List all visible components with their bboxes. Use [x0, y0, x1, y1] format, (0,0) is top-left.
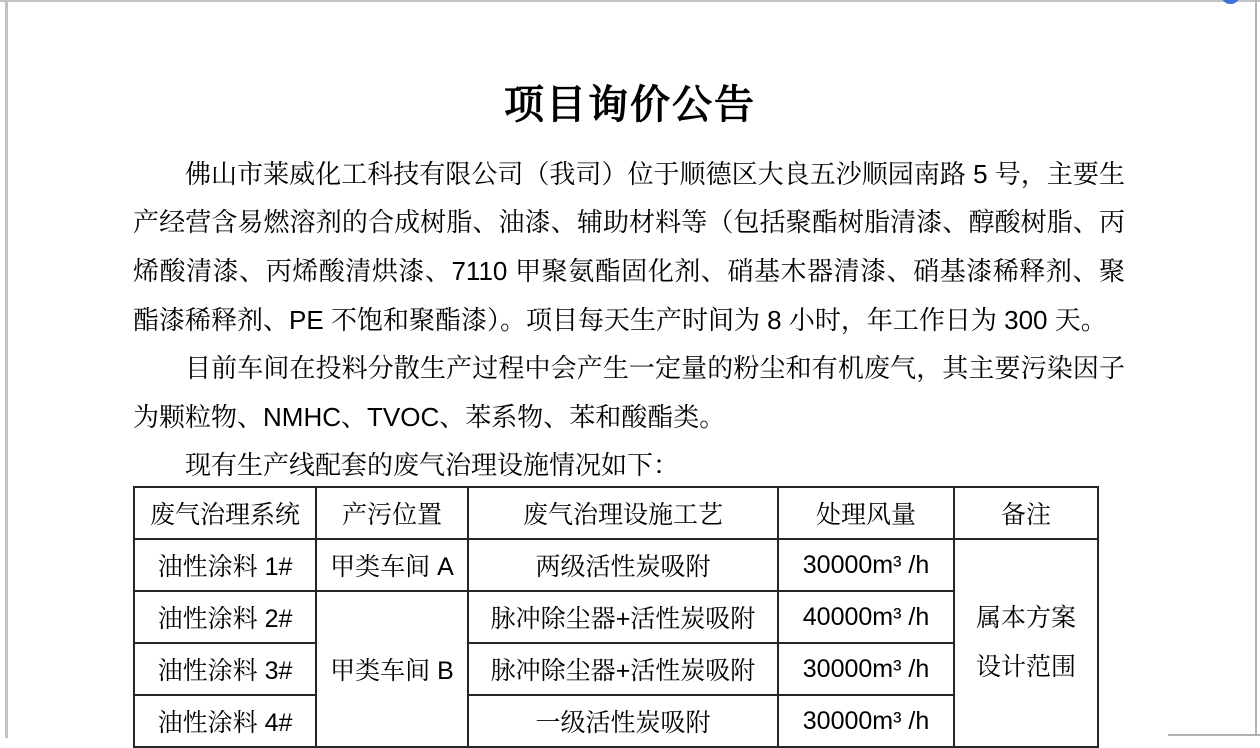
cell-system: 油性涂料 3#	[134, 643, 316, 695]
cell-location: 甲类车间 A	[316, 539, 468, 591]
body-text	[133, 150, 1125, 490]
cell-process: 脉冲除尘器+活性炭吸附	[468, 643, 778, 695]
cell-process: 脉冲除尘器+活性炭吸附	[468, 591, 778, 643]
cell-airflow: 40000m³ /h	[778, 591, 954, 643]
paragraph-company-intro: 佛山市莱威化工科技有限公司（我司）位于顺德区大良五沙顺园南路 5 号，主要生产经营含易燃溶剂的合成树脂、油漆、辅助材料等（包括聚酯树脂清漆、醇酸树脂、丙烯酸清漆、丙烯酸清烘漆、7110 甲聚氨酯固化剂、硝基木器清漆、硝基漆稀释剂、聚酯漆稀释剂、PE 不饱和聚酯漆）。项目每天生产时间为 8 小时，年工作日为 300 天。	[133, 159, 1125, 335]
col-header-location: 产污位置	[316, 487, 468, 539]
paragraph-pollutants: 目前车间在投料分散生产过程中会产生一定量的粉尘和有机废气，其主要污染因子为颗粒物、NMHC、TVOC、苯系物、苯和酸酯类。	[133, 354, 1125, 432]
col-header-system: 废气治理系统	[134, 487, 316, 539]
cell-airflow: 30000m³ /h	[778, 695, 954, 747]
table-row	[134, 643, 1098, 695]
table-row	[134, 591, 1098, 643]
cell-airflow: 30000m³ /h	[778, 539, 954, 591]
table-row	[134, 695, 1098, 747]
page-title: 项目询价公告	[504, 82, 756, 127]
cell-system: 油性涂料 1#	[134, 539, 316, 591]
treatment-facilities-table	[133, 486, 1099, 748]
floating-round-button-icon[interactable]	[1221, 0, 1240, 4]
table-row	[134, 539, 1098, 591]
page-edge-top	[0, 0, 1260, 2]
cell-system: 油性涂料 2#	[134, 591, 316, 643]
cell-process: 一级活性炭吸附	[468, 695, 778, 747]
cell-remark-merged	[954, 539, 1098, 747]
remark-line: 设计范围	[975, 654, 1076, 681]
cell-location-merged: 甲类车间 B	[316, 591, 468, 747]
cell-system: 油性涂料 4#	[134, 695, 316, 747]
table-header-row	[134, 487, 1098, 539]
cell-process: 两级活性炭吸附	[468, 539, 778, 591]
table-caption: 现有生产线配套的废气治理设施情况如下：	[185, 451, 680, 480]
page-edge-bottom-corner	[1168, 734, 1260, 736]
remark-line: 属本方案	[975, 605, 1076, 632]
col-header-process: 废气治理设施工艺	[468, 487, 778, 539]
cell-airflow: 30000m³ /h	[778, 643, 954, 695]
col-header-airflow: 处理风量	[778, 487, 954, 539]
col-header-remark: 备注	[954, 487, 1098, 539]
